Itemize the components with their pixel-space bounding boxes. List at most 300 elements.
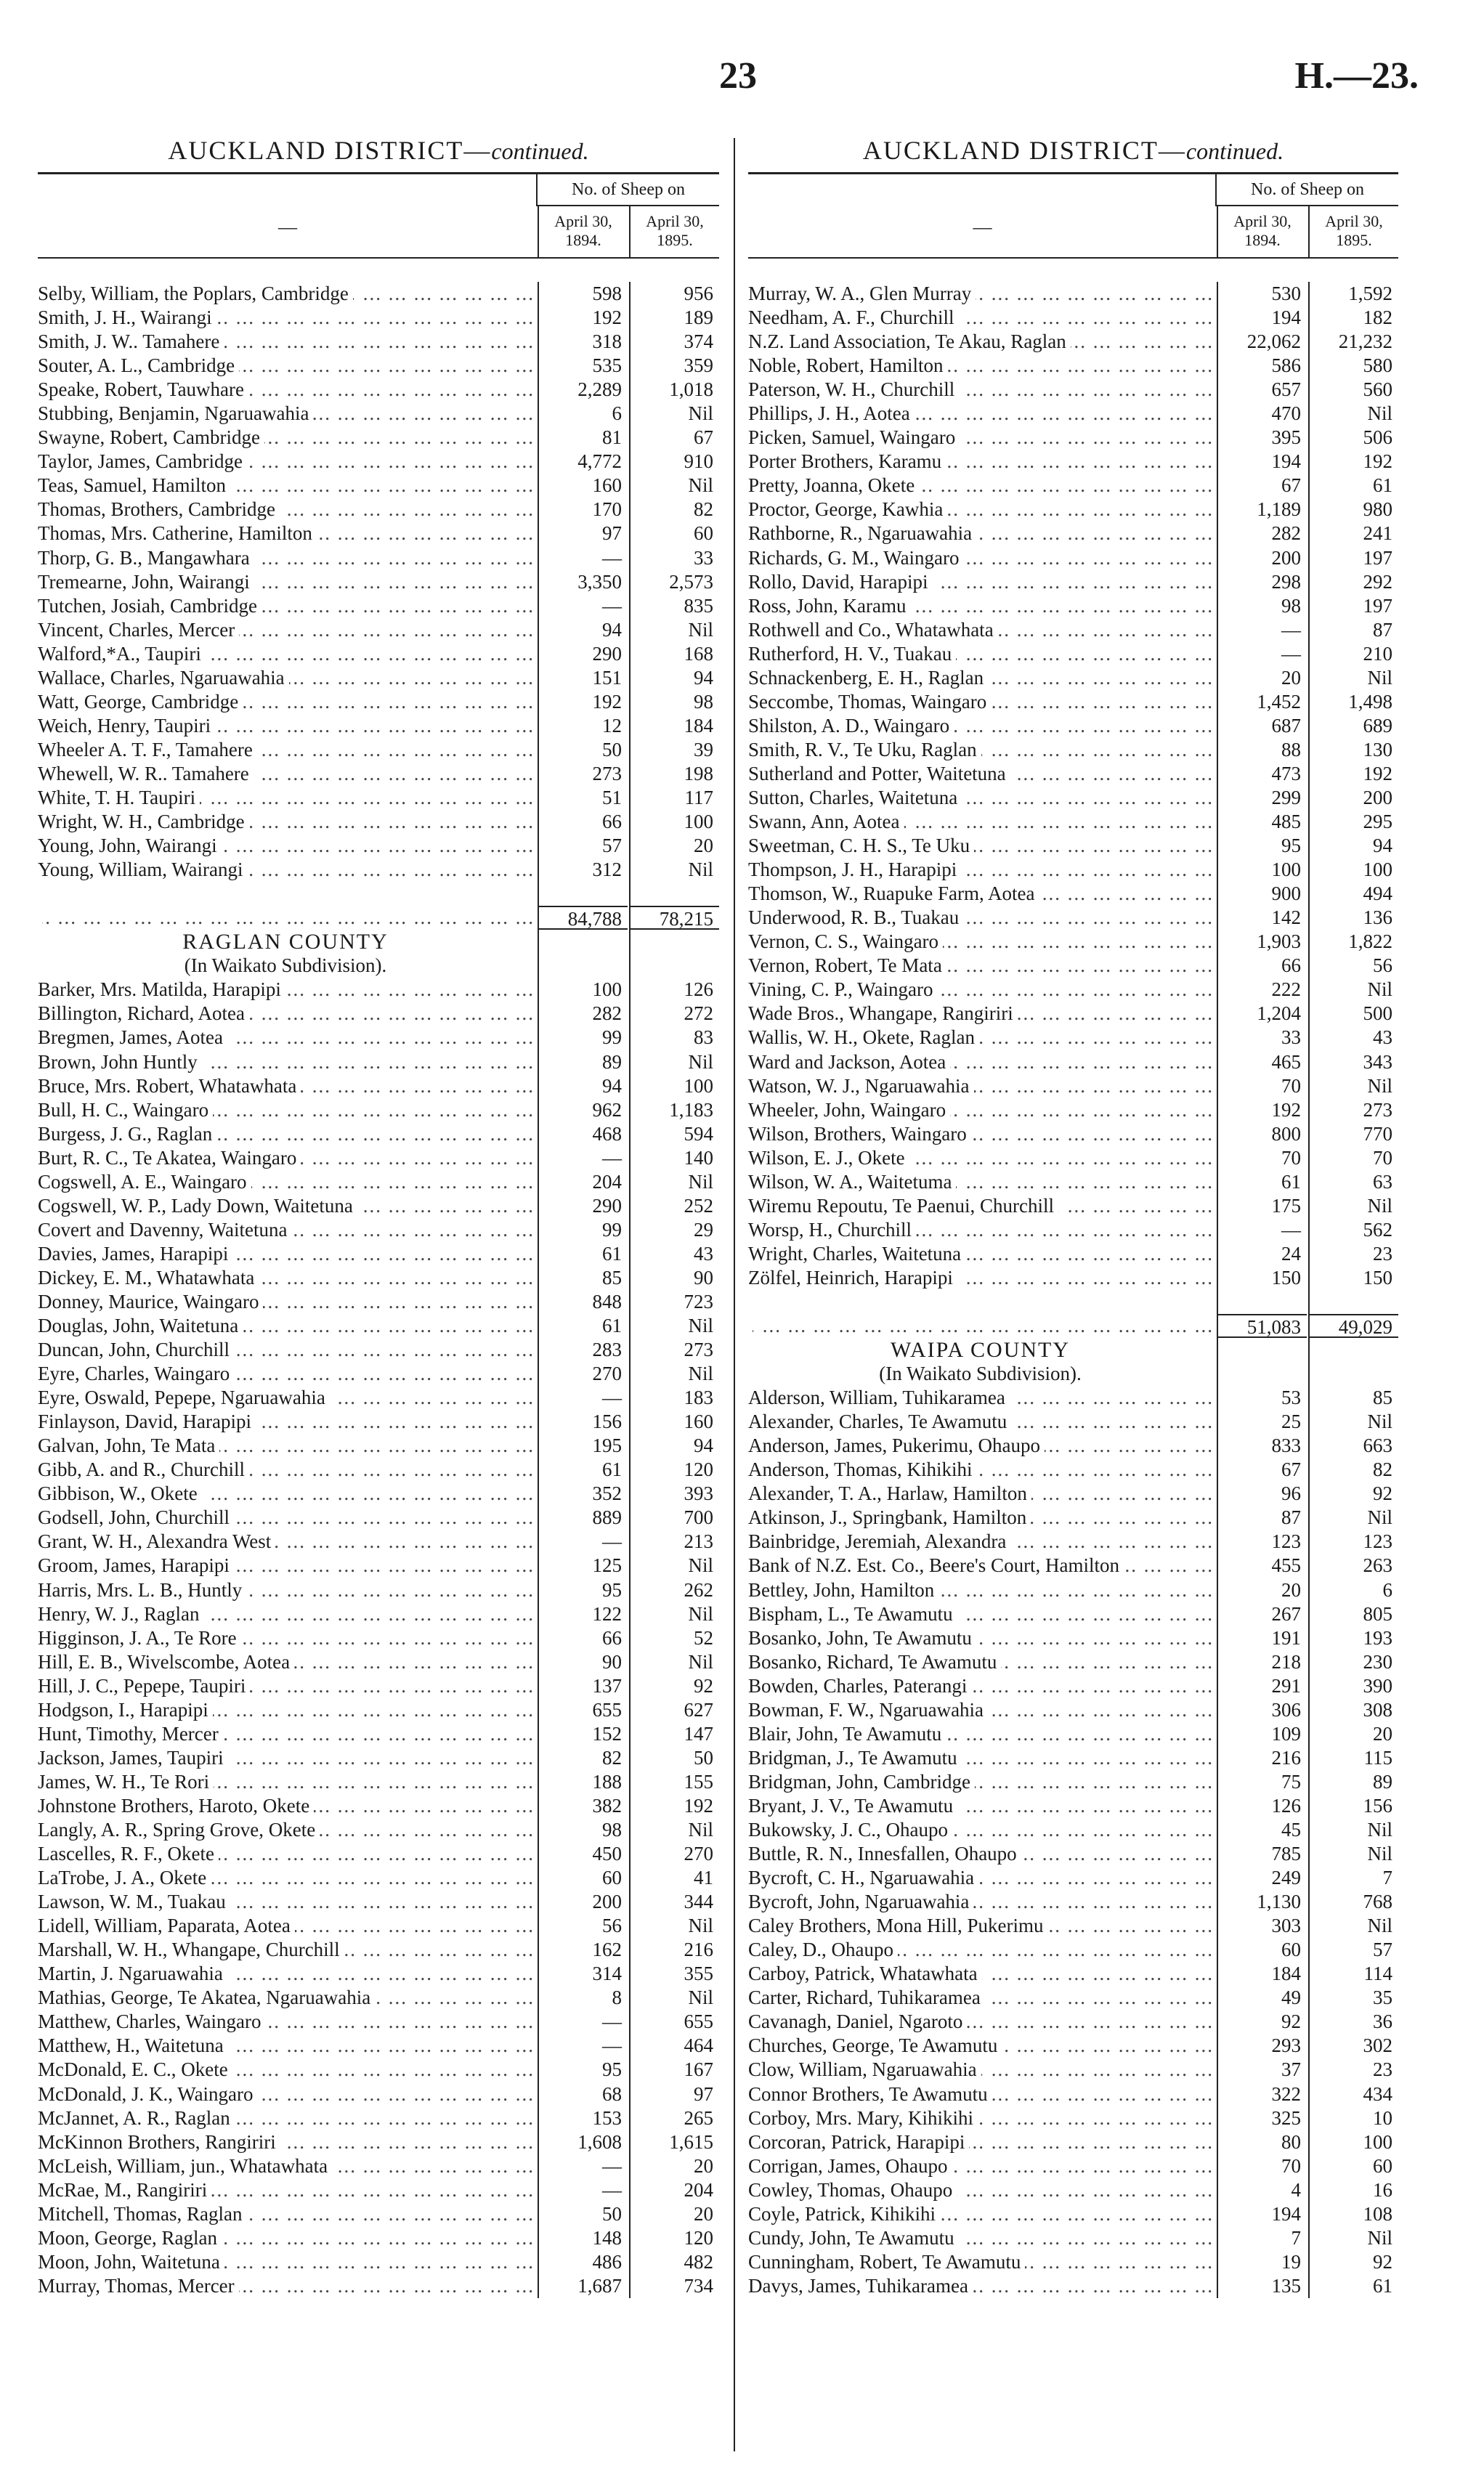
left-table-row (38, 474, 719, 498)
left-row-sheep-1895: 98 (629, 690, 719, 714)
left-table-row (38, 786, 719, 810)
right-row-name (748, 858, 1217, 882)
right-row-name-text: Wallis, W. H., Okete, Raglan (748, 1026, 979, 1048)
right-row-sheep-1894: 67 (1217, 1458, 1307, 1482)
right-row-name-text: Wiremu Repoutu, Te Paenui, Churchill (748, 1195, 1058, 1217)
left-table-row (38, 2082, 719, 2106)
right-row-sheep-1895: 200 (1308, 786, 1398, 810)
left-table-row (38, 1002, 719, 1026)
left-table-row (38, 1554, 719, 1578)
left-table-row (38, 1146, 719, 1170)
left-table-row (38, 378, 719, 402)
left-row-sheep-1894: 188 (538, 1770, 628, 1794)
right-row-sheep-1894: 45 (1217, 1818, 1307, 1842)
left-row-sheep-1894: 100 (538, 978, 628, 1002)
right-row-name-text: Watson, W. J., Ngaruawahia (748, 1075, 974, 1097)
right-row-name (748, 2082, 1217, 2106)
right-table-row (748, 1602, 1398, 1626)
left-row-sheep-1895: 43 (629, 1242, 719, 1266)
right-table-row (748, 1794, 1398, 1818)
left-table-row (38, 1650, 719, 1674)
left-row-name-text: Wallace, Charles, Ngaruawahia (38, 667, 289, 689)
right-row-sheep-1895: 108 (1308, 2202, 1398, 2226)
left-row-name-text: (In Waikato Subdivision). (185, 954, 392, 976)
right-row-name-text: Bukowsky, J. C., Ohaupo (748, 1819, 952, 1841)
right-row-sheep-1894: 293 (1217, 2034, 1307, 2058)
right-table-row (748, 2010, 1398, 2034)
left-row-sheep-1894: 1,687 (538, 2274, 628, 2298)
right-table-row (748, 666, 1398, 690)
left-row-sheep-1894: 162 (538, 1938, 628, 1962)
right-row-sheep-1894: 175 (1217, 1194, 1307, 1218)
left-row-name (38, 978, 538, 1002)
right-table-row (748, 1818, 1398, 1842)
left-row-sheep-1895: 94 (629, 1434, 719, 1458)
left-row-name-text: Teas, Samuel, Hamilton (38, 474, 230, 496)
right-row-name-text: Bosanko, John, Te Awamutu (748, 1627, 976, 1649)
right-row-name (748, 930, 1217, 954)
right-row-name (748, 618, 1217, 642)
left-row-sheep-1894 (538, 954, 628, 978)
right-row-sheep-1895: 302 (1308, 2034, 1398, 2058)
right-row-sheep-1895: 494 (1308, 882, 1398, 906)
right-row-sheep-1895: 43 (1308, 1026, 1398, 1050)
right-row-name-text: Wilson, E. J., Okete (748, 1147, 909, 1169)
right-table-row (748, 1530, 1398, 1554)
right-row-sheep-1895: 130 (1308, 738, 1398, 762)
right-row-sheep-1895: Nil (1308, 1074, 1398, 1098)
left-row-sheep-1895: 627 (629, 1698, 719, 1722)
right-row-sheep-1895: 114 (1308, 1962, 1398, 1986)
right-row-sheep-1894: 126 (1217, 1794, 1307, 1818)
left-row-sheep-1895: 41 (629, 1866, 719, 1890)
left-row-sheep-1894: 195 (538, 1434, 628, 1458)
right-row-sheep-1895: 70 (1308, 1146, 1398, 1170)
left-row-name (38, 1530, 538, 1554)
right-table-row (748, 2082, 1398, 2106)
left-header-sheep: No. of Sheep on (536, 174, 719, 206)
left-row-name (38, 1386, 538, 1410)
right-row-name (748, 1914, 1217, 1938)
left-row-name-text: Hill, E. B., Wivelscombe, Aotea (38, 1651, 294, 1673)
right-row-name (748, 1770, 1217, 1794)
left-table-row (38, 714, 719, 738)
left-row-name (38, 1122, 538, 1146)
right-row-sheep-1895: 85 (1308, 1386, 1398, 1410)
left-row-sheep-1895: 100 (629, 1074, 719, 1098)
right-row-name-text: Alderson, William, Tuhikaramea (748, 1387, 1010, 1408)
left-row-sheep-1894: 61 (538, 1314, 628, 1338)
right-row-sheep-1894: 67 (1217, 474, 1307, 498)
right-row-name (748, 570, 1217, 594)
right-row-sheep-1894: 1,189 (1217, 498, 1307, 522)
right-column-title (748, 132, 1398, 172)
right-row-name-text: Bridgman, John, Cambridge (748, 1771, 975, 1793)
left-row-sheep-1894: 318 (538, 330, 628, 354)
left-row-name-text: Cogswell, A. E., Waingaro (38, 1171, 251, 1193)
left-row-name (38, 1290, 538, 1314)
left-table-row (38, 1338, 719, 1362)
right-row-name-text: Swann, Ann, Aotea (748, 811, 904, 832)
right-table-row (748, 1050, 1398, 1074)
right-row-sheep-1895 (1308, 1362, 1398, 1386)
left-row-sheep-1895: 155 (629, 1770, 719, 1794)
right-row-name (748, 1122, 1217, 1146)
left-row-name-text: McLeish, William, jun., Whatawhata (38, 2155, 332, 2177)
right-table-row (748, 594, 1398, 618)
left-table-row (38, 1506, 719, 1530)
left-row-sheep-1895: 20 (629, 2202, 719, 2226)
right-column (748, 132, 1398, 2298)
left-column-title (38, 132, 719, 172)
right-row-sheep-1895: 182 (1308, 306, 1398, 330)
left-row-sheep-1894: 122 (538, 1602, 628, 1626)
left-table-row (38, 2250, 719, 2274)
right-row-name-text: Alexander, T. A., Harlaw, Hamilton (748, 1482, 1031, 1504)
right-row-sheep-1894: 216 (1217, 1746, 1307, 1770)
left-row-sheep-1895: 262 (629, 1578, 719, 1602)
left-row-sheep-1894: 312 (538, 858, 628, 882)
right-row-sheep-1895: 7 (1308, 1866, 1398, 1890)
left-row-sheep-1894: 60 (538, 1866, 628, 1890)
left-row-name (38, 2274, 538, 2298)
right-row-sheep-1895: Nil (1308, 1818, 1398, 1842)
left-row-name-text (38, 906, 42, 928)
left-row-name-text: Gibb, A. and R., Churchill (38, 1458, 249, 1480)
left-table-row (38, 1746, 719, 1770)
right-row-name-text (748, 1315, 753, 1336)
left-table-row (38, 834, 719, 858)
left-table-row (38, 1482, 719, 1506)
left-table-row (38, 1578, 719, 1602)
right-row-name-text: Sweetman, C. H. S., Te Uku (748, 835, 974, 856)
right-row-sheep-1895: 61 (1308, 2274, 1398, 2298)
left-row-name-text: Duncan, John, Churchill (38, 1339, 234, 1360)
right-row-name-text: Churches, George, Te Awamutu (748, 2034, 1002, 2056)
right-row-name (748, 2010, 1217, 2034)
right-table-row (748, 690, 1398, 714)
right-row-name-text: Cunningham, Robert, Te Awamutu (748, 2251, 1025, 2273)
right-row-name (748, 834, 1217, 858)
right-row-name-text: Murray, W. A., Glen Murray (748, 283, 976, 304)
right-row-sheep-1895: 308 (1308, 1698, 1398, 1722)
right-row-name-text: Rutherford, H. V., Tuakau (748, 643, 956, 665)
right-row-sheep-1895: 87 (1308, 618, 1398, 642)
left-row-sheep-1895: 52 (629, 1626, 719, 1650)
right-row-name (748, 1650, 1217, 1674)
right-row-name (748, 1626, 1217, 1650)
right-row-name (748, 1938, 1217, 1962)
left-row-name (38, 1842, 538, 1866)
left-row-sheep-1894: 283 (538, 1338, 628, 1362)
right-row-sheep-1895: 263 (1308, 1554, 1398, 1578)
left-row-name (38, 474, 538, 498)
right-table-row (748, 570, 1398, 594)
right-table-row (748, 1770, 1398, 1794)
right-row-name-text: Caley Brothers, Mona Hill, Pukerimu (748, 1915, 1047, 1936)
right-row-name-text: Clow, William, Ngaruawahia (748, 2058, 981, 2080)
left-table-row (38, 1362, 719, 1386)
right-row-sheep-1894: 785 (1217, 1842, 1307, 1866)
left-row-sheep-1894: 3,350 (538, 570, 628, 594)
right-table-row (748, 1938, 1398, 1962)
left-row-sheep-1895: 78,215 (629, 906, 719, 930)
right-table-row (748, 2106, 1398, 2130)
right-row-name (748, 1146, 1217, 1170)
right-row-sheep-1895: 292 (1308, 570, 1398, 594)
left-row-sheep-1894: 99 (538, 1026, 628, 1050)
left-table-row (38, 930, 719, 954)
left-row-name-text: Walford,*A., Taupiri (38, 643, 206, 665)
left-table-row (38, 882, 719, 906)
left-table-row (38, 426, 719, 450)
left-row-sheep-1894: 848 (538, 1290, 628, 1314)
left-row-sheep-1895: 374 (629, 330, 719, 354)
left-row-sheep-1894: 51 (538, 786, 628, 810)
left-table-row (38, 1218, 719, 1242)
left-row-sheep-1894: — (538, 2010, 628, 2034)
right-row-name-text: Rathborne, R., Ngaruawahia (748, 522, 976, 544)
right-table-row (748, 2034, 1398, 2058)
left-row-sheep-1895: 97 (629, 2082, 719, 2106)
right-table-row (748, 1218, 1398, 1242)
left-row-sheep-1895: 20 (629, 834, 719, 858)
left-row-name-text: Matthew, Charles, Waingaro (38, 2011, 266, 2032)
right-row-name-text: Buttle, R. N., Innesfallen, Ohaupo (748, 1843, 1021, 1865)
left-row-sheep-1894: 66 (538, 1626, 628, 1650)
right-row-name-text: Davys, James, Tuhikaramea (748, 2275, 973, 2297)
right-row-sheep-1894: 61 (1217, 1170, 1307, 1194)
left-table-row (38, 2130, 719, 2154)
left-row-sheep-1895: 272 (629, 1002, 719, 1026)
right-row-sheep-1894: 687 (1217, 714, 1307, 738)
left-row-sheep-1894: 99 (538, 1218, 628, 1242)
right-row-sheep-1894: 299 (1217, 786, 1307, 810)
left-row-name (38, 714, 538, 738)
left-row-sheep-1894: 94 (538, 618, 628, 642)
left-row-name (38, 2154, 538, 2178)
left-row-sheep-1894: 192 (538, 690, 628, 714)
left-row-sheep-1894: 137 (538, 1674, 628, 1698)
left-table-header (38, 172, 719, 259)
left-table-row (38, 1050, 719, 1074)
left-row-sheep-1895: 723 (629, 1290, 719, 1314)
right-row-name (748, 306, 1217, 330)
left-row-name (38, 354, 538, 378)
left-table-row (38, 1530, 719, 1554)
right-row-sheep-1894: 95 (1217, 834, 1307, 858)
left-row-name-text: Hill, J. C., Pepepe, Taupiri (38, 1675, 250, 1697)
left-row-sheep-1895: 270 (629, 1842, 719, 1866)
right-row-name-text: Thomson, W., Ruapuke Farm, Aotea (748, 883, 1039, 904)
left-row-name (38, 786, 538, 810)
right-row-sheep-1895: 115 (1308, 1746, 1398, 1770)
right-table-row (748, 306, 1398, 330)
right-row-name-text: Corboy, Mrs. Mary, Kihikihi (748, 2107, 978, 2129)
right-row-name (748, 2154, 1217, 2178)
left-row-sheep-1895: 344 (629, 1890, 719, 1914)
right-table-row (748, 2202, 1398, 2226)
left-table-row (38, 2178, 719, 2202)
left-row-name (38, 2058, 538, 2082)
left-row-name-text: Thorp, G. B., Mangawhara (38, 547, 254, 569)
left-row-name (38, 834, 538, 858)
right-row-name-text: Alexander, Charles, Te Awamutu (748, 1411, 1011, 1432)
right-row-sheep-1895: 295 (1308, 810, 1398, 834)
left-row-sheep-1894: 152 (538, 1722, 628, 1746)
left-row-name-text: Young, John, Wairangi (38, 835, 222, 856)
right-table-row (748, 834, 1398, 858)
right-table-row (748, 1866, 1398, 1890)
left-row-sheep-1895: 120 (629, 2226, 719, 2250)
page-number: 23 (719, 55, 757, 97)
left-row-sheep-1895: Nil (629, 402, 719, 426)
right-row-name (748, 1314, 1217, 1338)
right-table-row (748, 354, 1398, 378)
left-row-sheep-1895: 956 (629, 282, 719, 306)
left-row-name (38, 1362, 538, 1386)
left-row-sheep-1895: 39 (629, 738, 719, 762)
right-row-sheep-1895: 136 (1308, 906, 1398, 930)
right-table-row (748, 882, 1398, 906)
left-table-row (38, 1986, 719, 2010)
left-row-sheep-1894: — (538, 1386, 628, 1410)
right-row-sheep-1894: 298 (1217, 570, 1307, 594)
right-row-sheep-1894: 60 (1217, 1938, 1307, 1962)
right-row-sheep-1895 (1308, 1290, 1398, 1314)
right-row-sheep-1895: 980 (1308, 498, 1398, 522)
left-row-sheep-1894: 450 (538, 1842, 628, 1866)
left-row-name-text: Dickey, E. M., Whatawhata (38, 1267, 259, 1289)
left-table-row (38, 1242, 719, 1266)
left-row-name-text: Groom, James, Harapipi (38, 1554, 234, 1576)
right-row-name (748, 666, 1217, 690)
right-row-sheep-1895: 434 (1308, 2082, 1398, 2106)
left-row-name (38, 1410, 538, 1434)
left-row-name (38, 450, 538, 474)
left-row-sheep-1895: 700 (629, 1506, 719, 1530)
left-table-row (38, 330, 719, 354)
left-table-row (38, 1698, 719, 1722)
left-row-sheep-1894: 156 (538, 1410, 628, 1434)
left-row-name-text: Tutchen, Josiah, Cambridge (38, 595, 261, 617)
right-row-sheep-1894: 303 (1217, 1914, 1307, 1938)
right-row-name-text: Ross, John, Karamu (748, 595, 911, 617)
right-row-sheep-1895: Nil (1308, 1410, 1398, 1434)
left-row-name-text: Mathias, George, Te Akatea, Ngaruawahia (38, 1987, 375, 2008)
left-row-name (38, 642, 538, 666)
right-row-sheep-1894: 7 (1217, 2226, 1307, 2250)
right-row-name-text: Vining, C. P., Waingaro (748, 978, 937, 1000)
right-row-sheep-1895: 343 (1308, 1050, 1398, 1074)
left-row-sheep-1894: 273 (538, 762, 628, 786)
right-row-name-text: Bowden, Charles, Paterangi (748, 1675, 971, 1697)
left-table-row (38, 1434, 719, 1458)
right-row-sheep-1895: 10 (1308, 2106, 1398, 2130)
right-row-name (748, 1722, 1217, 1746)
right-table-row (748, 522, 1398, 545)
left-table-row (38, 2202, 719, 2226)
left-row-name (38, 2106, 538, 2130)
right-row-name-text: Caley, D., Ohaupo (748, 1939, 898, 1960)
left-table-row (38, 282, 719, 306)
right-row-name (748, 2202, 1217, 2226)
right-table-row (748, 474, 1398, 498)
left-row-name-text: Cogswell, W. P., Lady Down, Waitetuna (38, 1195, 357, 1217)
left-row-sheep-1895: 33 (629, 546, 719, 570)
right-row-sheep-1895: 92 (1308, 2250, 1398, 2274)
left-row-sheep-1895: 265 (629, 2106, 719, 2130)
left-row-sheep-1895: 252 (629, 1194, 719, 1218)
right-row-sheep-1894: 222 (1217, 978, 1307, 1002)
right-row-sheep-1894: 66 (1217, 954, 1307, 978)
right-row-sheep-1894: 98 (1217, 594, 1307, 618)
right-table-row (748, 1578, 1398, 1602)
left-row-sheep-1894: 125 (538, 1554, 628, 1578)
left-row-sheep-1894: 290 (538, 1194, 628, 1218)
right-row-sheep-1894: 80 (1217, 2130, 1307, 2154)
left-row-sheep-1894: 200 (538, 1890, 628, 1914)
right-row-name-text: Ward and Jackson, Aotea (748, 1051, 950, 1073)
right-table-row (748, 1098, 1398, 1122)
right-table-row (748, 2178, 1398, 2202)
right-row-sheep-1894: 88 (1217, 738, 1307, 762)
right-table-row (748, 498, 1398, 522)
right-row-sheep-1894: 96 (1217, 1482, 1307, 1506)
left-row-name (38, 306, 538, 330)
left-table-row (38, 402, 719, 426)
right-row-name (748, 1674, 1217, 1698)
left-row-name-text: Selby, William, the Poplars, Cambridge (38, 283, 353, 304)
right-table-row (748, 2154, 1398, 2178)
right-row-sheep-1895: 192 (1308, 762, 1398, 786)
right-row-name (748, 2274, 1217, 2298)
left-row-sheep-1894: 889 (538, 1506, 628, 1530)
right-row-name-text: Bettley, John, Hamilton (748, 1579, 938, 1601)
left-row-name (38, 2082, 538, 2106)
right-row-name (748, 882, 1217, 906)
right-row-sheep-1895: 500 (1308, 1002, 1398, 1026)
left-row-name-text: Langly, A. R., Spring Grove, Okete (38, 1819, 320, 1841)
right-row-name-text: Carter, Richard, Tuhikaramea (748, 1987, 985, 2008)
left-row-sheep-1895: 594 (629, 1122, 719, 1146)
right-row-name-text: Seccombe, Thomas, Waingaro (748, 691, 991, 713)
left-table-row (38, 594, 719, 618)
right-row-name-text: Wade Bros., Whangape, Rangiriri (748, 1002, 1018, 1024)
left-row-name (38, 1770, 538, 1794)
left-row-name (38, 1074, 538, 1098)
left-row-sheep-1894: 204 (538, 1170, 628, 1194)
left-table-row (38, 1122, 719, 1146)
left-row-sheep-1894: 382 (538, 1794, 628, 1818)
left-row-name-text: Stubbing, Benjamin, Ngaruawahia (38, 402, 313, 424)
left-row-sheep-1895: 50 (629, 1746, 719, 1770)
right-row-sheep-1895: 20 (1308, 1722, 1398, 1746)
right-row-name-text: Thompson, J. H., Harapipi (748, 859, 961, 880)
left-table-row (38, 978, 719, 1002)
left-row-name (38, 1674, 538, 1698)
right-table-row (748, 1386, 1398, 1410)
right-row-name-text: Worsp, H., Churchill (748, 1219, 916, 1241)
left-row-sheep-1895: Nil (629, 1314, 719, 1338)
right-row-sheep-1895: 663 (1308, 1434, 1398, 1458)
left-title-suffix: continued. (491, 138, 589, 164)
right-row-name (748, 1962, 1217, 1986)
left-row-sheep-1894: 85 (538, 1266, 628, 1290)
right-row-sheep-1894: 92 (1217, 2010, 1307, 2034)
right-row-name (748, 546, 1217, 570)
left-table-row (38, 1386, 719, 1410)
